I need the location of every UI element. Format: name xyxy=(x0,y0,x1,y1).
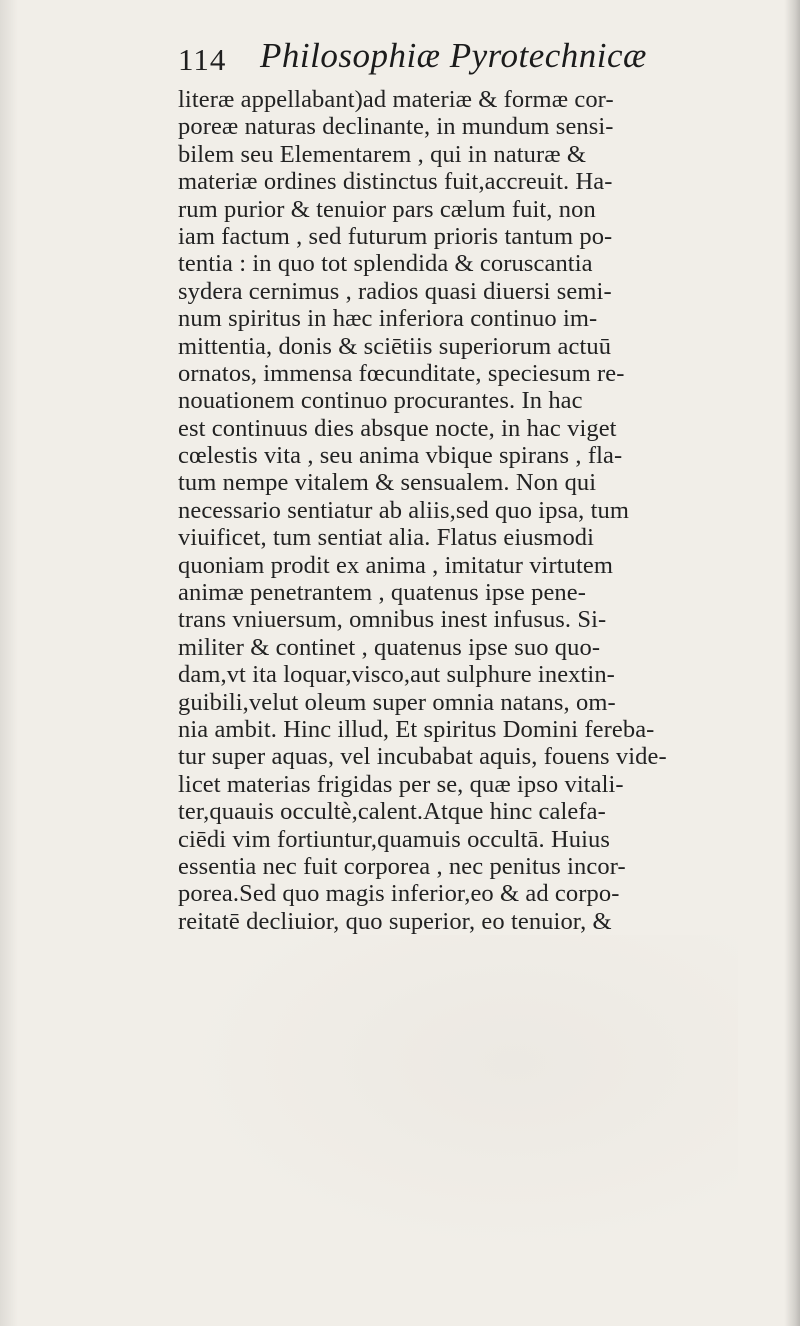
text-line: militer & continet , quatenus ipse suo quo- xyxy=(178,633,601,661)
text-line: animæ penetrantem , quatenus ipse pene- xyxy=(178,579,587,607)
text-line: bilem seu Elementarem , qui in naturæ & xyxy=(178,140,587,168)
text-line: essentia nec fuit corporea , nec penitus incor- xyxy=(178,852,626,880)
text-line: viuificet, tum sentiat alia. Flatus eiusmodi xyxy=(178,524,595,552)
body-text xyxy=(178,86,764,935)
text-line: dam,vt ita loquar,visco,aut sulphure inextin- xyxy=(178,661,615,689)
text-line: ter,quauis occultè,calent.Atque hinc calefa- xyxy=(178,798,606,826)
text-line: tum nempe vitalem & sensualem. Non qui xyxy=(178,469,597,497)
text-line: ornatos, immensa fœcunditate, speciesum re- xyxy=(178,359,625,387)
text-line: porea.Sed quo magis inferior,eo & ad corpo- xyxy=(178,880,620,908)
text-line: cœlestis vita , seu anima vbique spirans , fla- xyxy=(178,442,623,470)
text-line: poreæ naturas declinante, in mundum sensi- xyxy=(178,113,614,141)
running-head: Philosophiæ Pyrotechnicæ xyxy=(260,36,647,75)
text-line: trans vniuersum, omnibus inest infusus. Si- xyxy=(178,606,607,634)
page-edge-shadow xyxy=(784,0,800,1326)
text-line: tentia : in quo tot splendida & coruscantia xyxy=(178,250,593,278)
text-line: nouationem continuo procurantes. In hac xyxy=(178,387,583,415)
text-line: est continuus dies absque nocte, in hac viget xyxy=(178,414,617,442)
text-line: guibili,velut oleum super omnia natans, om- xyxy=(178,688,616,716)
text-line: ciēdi vim fortiuntur,quamuis occultā. Huius xyxy=(178,825,610,853)
text-line: quoniam prodit ex anima , imitatur virtutem xyxy=(178,551,613,579)
text-line: num spiritus in hæc inferiora continuo im- xyxy=(178,305,598,333)
text-line: sydera cernimus , radios quasi diuersi semi- xyxy=(178,277,612,305)
text-line: licet materias frigidas per se, quæ ipso vitali- xyxy=(178,770,624,798)
text-line: reitatē decliuior, quo superior, eo tenuior, & xyxy=(178,907,612,935)
text-line: iam factum , sed futurum prioris tantum po- xyxy=(178,222,613,250)
text-line: rum purior & tenuior pars cælum fuit, non xyxy=(178,195,596,223)
text-line: materiæ ordines distinctus fuit,accreuit. Ha- xyxy=(178,168,613,196)
text-line: literæ appellabant)ad materiæ & formæ cor- xyxy=(178,86,614,113)
page-header xyxy=(178,36,738,92)
text-line: necessario sentiatur ab aliis,sed quo ipsa, tum xyxy=(178,496,630,524)
text-line: nia ambit. Hinc illud, Et spiritus Domini fereba- xyxy=(178,715,655,743)
text-line: mittentia, donis & sciētiis superiorum actuū xyxy=(178,332,612,360)
text-line: tur super aquas, vel incubabat aquis, fouens vide- xyxy=(178,743,667,771)
page-number: 114 xyxy=(178,42,227,77)
paper-stain xyxy=(178,935,738,1255)
